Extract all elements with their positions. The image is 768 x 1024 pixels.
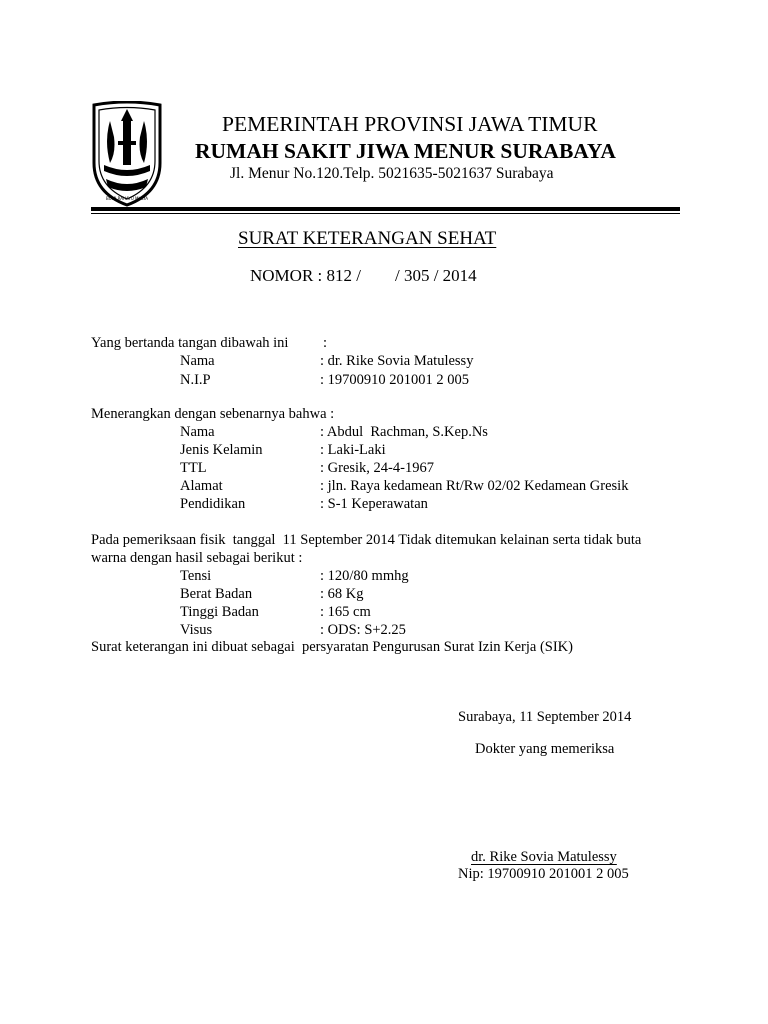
header-divider-thick <box>91 207 680 211</box>
result-row <box>0 604 768 622</box>
signatory-value: : dr. Rike Sovia Matulessy <box>320 353 474 369</box>
subject-label: Pendidikan <box>180 496 246 512</box>
exam-text-line-2: warna dengan hasil sebagai berikut : <box>91 550 303 566</box>
result-label: Tinggi Badan <box>180 604 259 620</box>
subject-value: : Laki-Laki <box>320 442 386 458</box>
examiner-title: Dokter yang memeriksa <box>475 741 615 757</box>
result-row <box>0 568 768 586</box>
result-value: : 68 Kg <box>320 586 364 602</box>
subject-value: : Gresik, 24-4-1967 <box>320 460 434 476</box>
subject-value: : jln. Raya kedamean Rt/Rw 02/02 Kedamean Gresik <box>320 478 629 494</box>
subject-label: Nama <box>180 424 215 440</box>
result-label: Visus <box>180 622 213 638</box>
hospital-address: Jl. Menur No.120.Telp. 5021635-5021637 Surabaya <box>230 165 554 182</box>
subject-row <box>0 442 768 460</box>
result-row <box>0 586 768 604</box>
signatory-label: N.I.P <box>180 372 211 388</box>
result-value: : 120/80 mmhg <box>320 568 409 584</box>
subject-row <box>0 496 768 514</box>
signatory-row <box>0 372 768 390</box>
emblem-motto: BUMI RAHAYU MULYA <box>106 196 148 201</box>
east-java-province-emblem <box>90 101 164 207</box>
result-value: : ODS: S+2.25 <box>320 622 406 638</box>
document-number: NOMOR : 812 / / 305 / 2014 <box>250 266 477 285</box>
purpose-statement: Surat keterangan ini dibuat sebagai persyaratan Pengurusan Surat Izin Kerja (SIK) <box>91 639 573 655</box>
subject-value: : S-1 Keperawatan <box>320 496 428 512</box>
hospital-heading: RUMAH SAKIT JIWA MENUR SURABAYA <box>195 139 616 163</box>
subject-row <box>0 460 768 478</box>
header-divider-thin <box>91 213 680 214</box>
subject-label: Jenis Kelamin <box>180 442 263 458</box>
signatory-intro-row <box>91 335 691 353</box>
subject-label: Alamat <box>180 478 223 494</box>
result-value: : 165 cm <box>320 604 371 620</box>
place-date: Surabaya, 11 September 2014 <box>458 709 632 725</box>
subject-label: TTL <box>180 460 207 476</box>
government-heading: PEMERINTAH PROVINSI JAWA TIMUR <box>222 112 598 136</box>
signatory-value: : 19700910 201001 2 005 <box>320 372 470 388</box>
exam-text-line-1: Pada pemeriksaan fisik tanggal 11 September 2014 Tidak ditemukan kelainan serta tidak buta <box>91 532 642 548</box>
signer-nip: Nip: 19700910 201001 2 005 <box>458 866 629 882</box>
signatory-intro: Yang bertanda tangan dibawah ini <box>91 335 289 351</box>
signatory-intro-colon: : <box>323 335 328 351</box>
result-label: Tensi <box>180 568 212 584</box>
signer-name: dr. Rike Sovia Matulessy <box>471 849 617 865</box>
subject-row <box>0 478 768 496</box>
subject-intro: Menerangkan dengan sebenarnya bahwa : <box>91 406 335 422</box>
result-row <box>0 622 768 640</box>
subject-value: : Abdul Rachman, S.Kep.Ns <box>320 424 488 440</box>
document-title: SURAT KETERANGAN SEHAT <box>238 228 497 249</box>
signatory-label: Nama <box>180 353 215 369</box>
subject-row <box>0 424 768 442</box>
signatory-row <box>0 353 768 371</box>
result-label: Berat Badan <box>180 586 253 602</box>
